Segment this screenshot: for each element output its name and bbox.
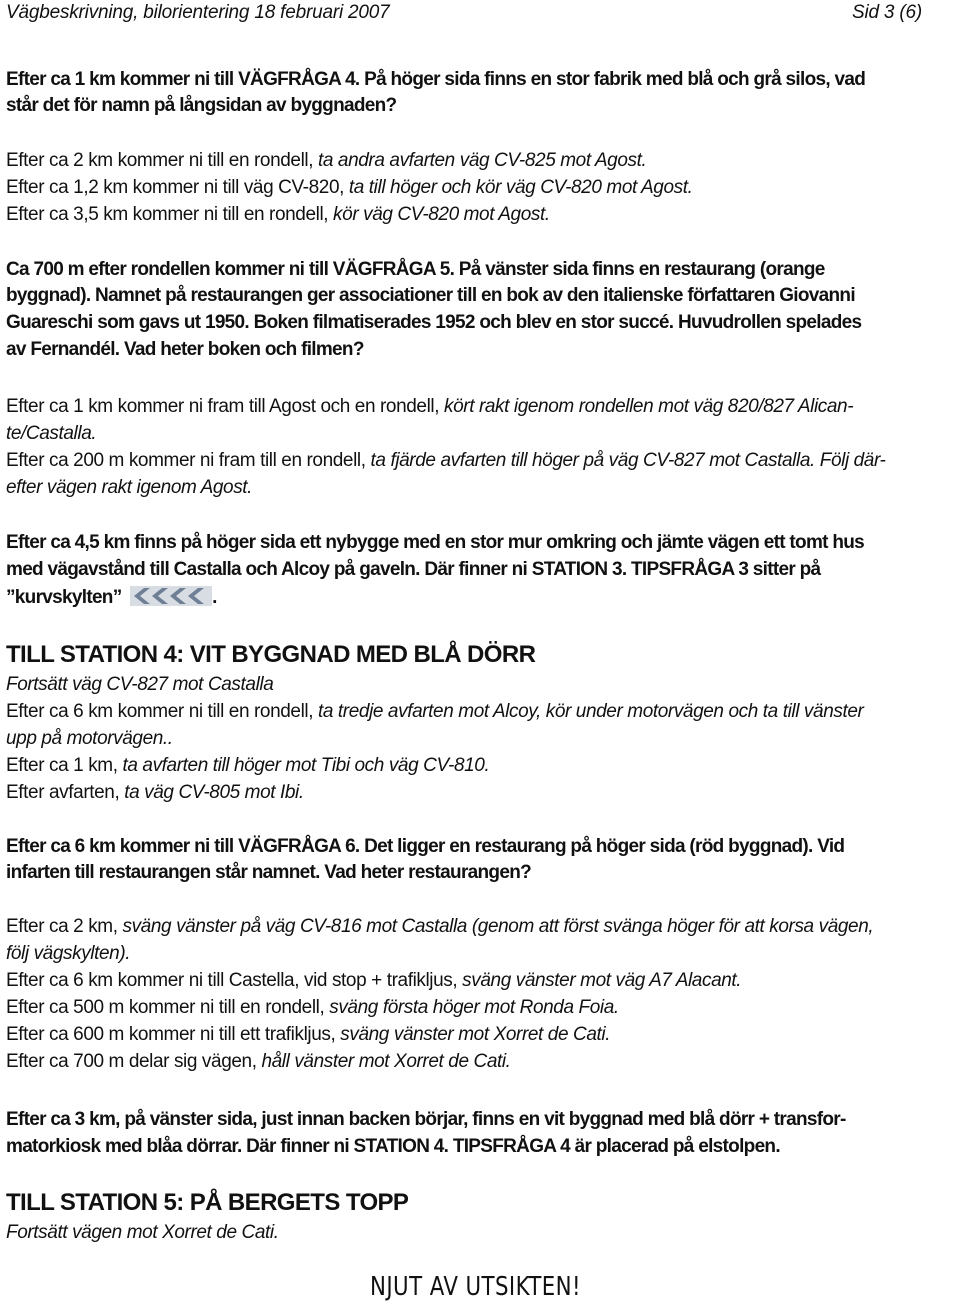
station4-sub-text: Fortsätt väg CV-827 mot Castalla xyxy=(6,674,274,695)
station4-found-line-1: Efter ca 3 km, på vänster sida, just innan backen börjar, finns en vit byggnad med blå dörr + transfor- xyxy=(6,1109,846,1130)
station4-line-4 xyxy=(6,780,954,806)
station4-heading: TILL STATION 4: VIT BYGGNAD MED BLÅ DÖRR xyxy=(6,641,536,668)
station5-sub-text: Fortsätt vägen mot Xorret de Cati. xyxy=(6,1222,279,1243)
dir1-line-1 xyxy=(6,148,954,174)
dir1-text: Efter ca 1,2 km kommer ni till väg CV-820, xyxy=(6,177,349,198)
dir2-instruction: kört rakt igenom rondellen mot väg 820/827 Alican- xyxy=(444,396,854,417)
station4-text: Efter avfarten, xyxy=(6,782,125,803)
q5-line-3: Guareschi som gavs ut 1950. Boken filmatiserades 1952 och blev en stor succé. Huvudrollen spelades xyxy=(6,312,862,333)
dir1-line-2 xyxy=(6,175,954,201)
dir3-line-5 xyxy=(6,1022,954,1048)
station4-instruction: upp på motorvägen.. xyxy=(6,728,173,749)
station4-line-3 xyxy=(6,753,954,779)
dir3-text: Efter ca 6 km kommer ni till Castella, vid stop + trafikljus, xyxy=(6,970,463,991)
q4-line-1: Efter ca 1 km kommer ni till VÄGFRÅGA 4. På höger sida finns en stor fabrik med blå och grå silos, vad xyxy=(6,69,866,90)
dir1-text: Efter ca 3,5 km kommer ni till en rondell, xyxy=(6,204,334,225)
dir1-instruction: kör väg CV-820 mot Agost. xyxy=(333,204,550,225)
dir3-instruction: följ vägskylten). xyxy=(6,943,131,964)
station5-heading: TILL STATION 5: PÅ BERGETS TOPP xyxy=(6,1189,409,1216)
dir2-instruction: efter vägen rakt igenom Agost. xyxy=(6,477,253,498)
q5-line-1: Ca 700 m efter rondellen kommer ni till VÄGFRÅGA 5. På vänster sida finns en restaurang (orange xyxy=(6,259,825,280)
dir3-text: Efter ca 2 km, xyxy=(6,916,123,937)
station4-text: Efter ca 6 km kommer ni till en rondell, xyxy=(6,701,318,722)
station4-instruction: ta avfarten till höger mot Tibi och väg CV-810. xyxy=(122,755,490,776)
dir3-instruction: sväng vänster på väg CV-816 mot Castalla (genom att först svänga höger för att korsa vägen, xyxy=(122,916,874,937)
dir3-line-1 xyxy=(6,914,954,940)
dir3-line-4 xyxy=(6,995,954,1021)
q5-line-2: byggnad). Namnet på restaurangen ger associationer till en bok av den italienske författaren Giovanni xyxy=(6,285,855,306)
station4-instruction: ta tredje avfarten mot Alcoy, kör under motorvägen och ta till vänster xyxy=(318,701,864,722)
chevron-curve-sign-icon xyxy=(130,586,212,606)
dir2-line-4 xyxy=(6,475,954,501)
dir1-text: Efter ca 2 km kommer ni till en rondell, xyxy=(6,150,318,171)
q6-line-2: infarten till restaurangen står namnet. Vad heter restaurangen? xyxy=(6,862,532,883)
dir1-line-3 xyxy=(6,202,954,228)
q5-line-4: av Fernandél. Vad heter boken och filmen? xyxy=(6,339,364,360)
dir3-instruction: sväng vänster mot väg A7 Alacant. xyxy=(462,970,742,991)
station3-line-2: med vägavstånd till Castalla och Alcoy på gaveln. Där finner ni STATION 3. TIPSFRÅGA 3 sitter på xyxy=(6,559,821,580)
dir3-instruction: håll vänster mot Xorret de Cati. xyxy=(261,1051,511,1072)
station4-subheading xyxy=(6,672,954,698)
header-title: Vägbeskrivning, bilorientering 18 februari 2007 xyxy=(6,2,390,23)
dir2-line-3 xyxy=(6,448,954,474)
station4-instruction: ta väg CV-805 mot Ibi. xyxy=(124,782,304,803)
handwritten-note: NJUT AV UTSIKTEN! xyxy=(370,1272,581,1302)
dir3-text: Efter ca 500 m kommer ni till en rondell, xyxy=(6,997,330,1018)
dir3-line-2 xyxy=(6,941,954,967)
dir1-instruction: ta andra avfarten väg CV-825 mot Agost. xyxy=(318,150,647,171)
dir1-instruction: ta till höger och kör väg CV-820 mot Agost. xyxy=(348,177,693,198)
station4-text: Efter ca 1 km, xyxy=(6,755,123,776)
dir3-instruction: sväng första höger mot Ronda Foia. xyxy=(329,997,619,1018)
station3-line-1: Efter ca 4,5 km finns på höger sida ett nybygge med en stor mur omkring och jämte vägen ett tomt hus xyxy=(6,532,865,553)
dir2-text: Efter ca 1 km kommer ni fram till Agost och en rondell, xyxy=(6,396,444,417)
dir3-text: Efter ca 700 m delar sig vägen, xyxy=(6,1051,262,1072)
q6-line-1: Efter ca 6 km kommer ni till VÄGFRÅGA 6. Det ligger en restaurang på höger sida (röd byggnad). Vid xyxy=(6,836,845,857)
dir3-text: Efter ca 600 m kommer ni till ett trafikljus, xyxy=(6,1024,341,1045)
dir3-line-6 xyxy=(6,1049,954,1075)
station4-line-2 xyxy=(6,726,954,752)
q4-line-2: står det för namn på långsidan av byggnaden? xyxy=(6,95,397,116)
station5-subheading xyxy=(6,1220,954,1246)
kurvskylt-label: ”kurvskylten” xyxy=(6,587,122,608)
station3-line-3 xyxy=(6,585,954,611)
dir2-line-2 xyxy=(6,421,954,447)
dir2-instruction: te/Castalla. xyxy=(6,423,97,444)
dir2-instruction: ta fjärde avfarten till höger på väg CV-827 mot Castalla. Följ där- xyxy=(370,450,886,471)
dir2-text: Efter ca 200 m kommer ni fram till en rondell, xyxy=(6,450,371,471)
dir3-instruction: sväng vänster mot Xorret de Cati. xyxy=(340,1024,611,1045)
page-header xyxy=(6,0,954,26)
dir2-line-1 xyxy=(6,394,954,420)
dir3-line-3 xyxy=(6,968,954,994)
station4-found-line-2: matorkiosk med blåa dörrar. Där finner ni STATION 4. TIPSFRÅGA 4 är placerad på elstolpen. xyxy=(6,1136,780,1157)
kurvskylt-period: . xyxy=(212,587,217,608)
station4-line-1 xyxy=(6,699,954,725)
header-page-number: Sid 3 (6) xyxy=(851,2,922,23)
